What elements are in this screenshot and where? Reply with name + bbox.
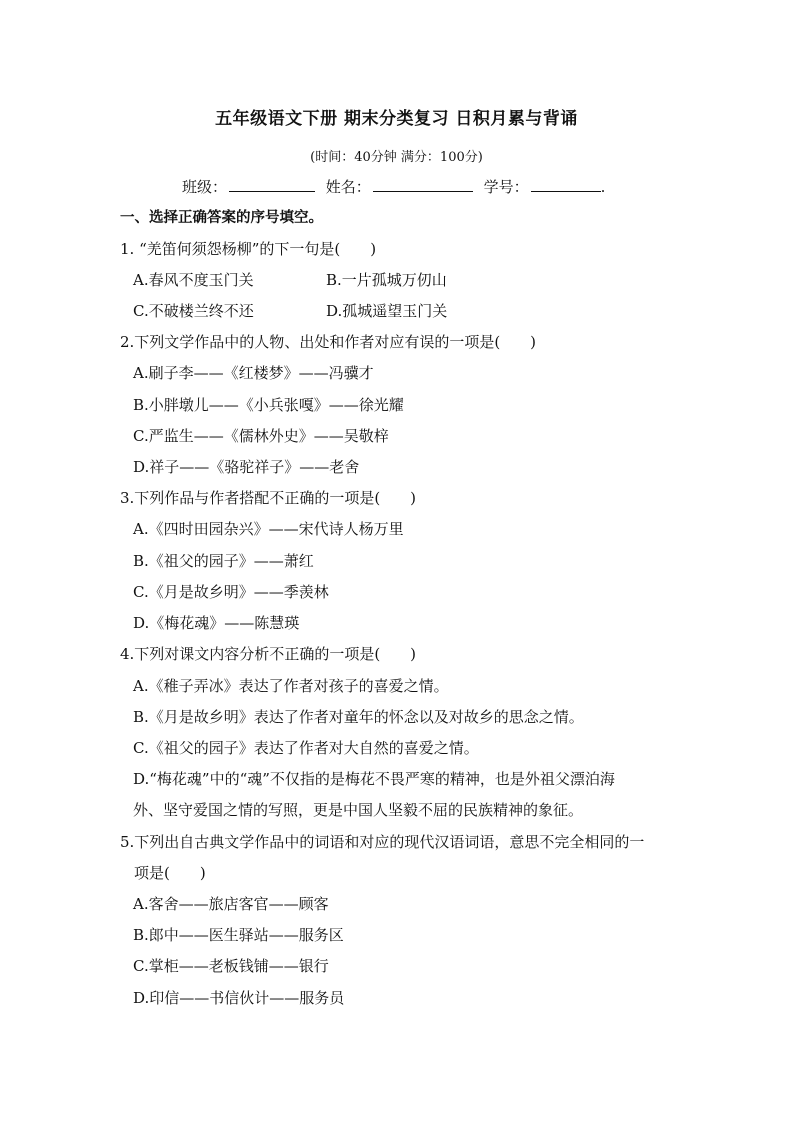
question-3-option-d: D.《梅花魂》——陈慧瑛 <box>133 614 300 632</box>
question-2-option-d: D.祥子——《骆驼祥子》——老舍 <box>133 458 360 476</box>
name-label: 姓名： <box>325 178 371 196</box>
name-blank <box>373 177 473 192</box>
question-2-option-c: C.严监生——《儒林外史》——吴敬梓 <box>133 427 389 445</box>
question-2-stem: 2.下列文学作品中的人物、出处和作者对应有误的一项是( ) <box>120 333 537 351</box>
page-title: 五年级语文下册 期末分类复习 日积月累与背诵 <box>215 109 578 129</box>
question-5-option-c: C.掌柜——老板钱铺——银行 <box>133 957 329 975</box>
question-2-option-b: B.小胖墩儿——《小兵张嘎》——徐光耀 <box>133 396 404 414</box>
question-3-option-c: C.《月是故乡明》——季羡林 <box>133 583 329 601</box>
question-4-option-a: A.《稚子弄冰》表达了作者对孩子的喜爱之情。 <box>133 677 449 695</box>
question-4-option-c: C.《祖父的园子》表达了作者对大自然的喜爱之情。 <box>133 739 479 757</box>
student-info-line <box>182 176 605 197</box>
question-3-option-b: B.《祖父的园子》——萧红 <box>133 552 314 570</box>
question-1-option-a: A.春风不度玉门关 <box>133 271 254 289</box>
question-5-stem: 5.下列出自古典文学作品中的词语和对应的现代汉语词语，意思不完全相同的一 <box>120 833 645 851</box>
question-1-option-d: D.孤城遥望玉门关 <box>326 302 448 320</box>
info-end-mark: . <box>600 178 606 196</box>
question-4-option-d-continued: 外、坚守爱国之情的写照，更是中国人坚毅不屈的民族精神的象征。 <box>133 801 584 819</box>
question-4-option-b: B.《月是故乡明》表达了作者对童年的怀念以及对故乡的思念之情。 <box>133 708 584 726</box>
question-3-stem: 3.下列作品与作者搭配不正确的一项是( ) <box>120 489 417 507</box>
question-5-option-d: D.印信——书信伙计——服务员 <box>133 989 345 1007</box>
question-5-option-a: A.客舍——旅店客官——顾客 <box>133 895 329 913</box>
section-heading: 一、选择正确答案的序号填空。 <box>120 210 323 226</box>
question-4-option-d: D.“梅花魂”中的“魂”不仅指的是梅花不畏严寒的精神，也是外祖父漂泊海 <box>133 770 615 788</box>
question-3-option-a: A.《四时田园杂兴》——宋代诗人杨万里 <box>133 520 404 538</box>
question-1-option-b: B.一片孤城万仞山 <box>326 271 447 289</box>
question-1-stem: 1. “羌笛何须怨杨柳”的下一句是( ) <box>120 240 377 258</box>
number-label: 学号： <box>483 178 529 196</box>
question-4-stem: 4.下列对课文内容分析不正确的一项是( ) <box>120 645 417 663</box>
question-5-option-b: B.郎中——医生驿站——服务区 <box>133 926 344 944</box>
question-2-option-a: A.刷子李——《红楼梦》——冯骥才 <box>133 364 374 382</box>
page-subtitle: (时间：40分钟 满分：100分) <box>310 150 483 165</box>
number-blank <box>531 177 601 192</box>
class-blank <box>229 177 315 192</box>
class-label: 班级： <box>182 178 228 196</box>
question-1-option-c: C.不破楼兰终不还 <box>133 302 254 320</box>
question-5-stem-continued: 项是( ) <box>134 864 206 882</box>
